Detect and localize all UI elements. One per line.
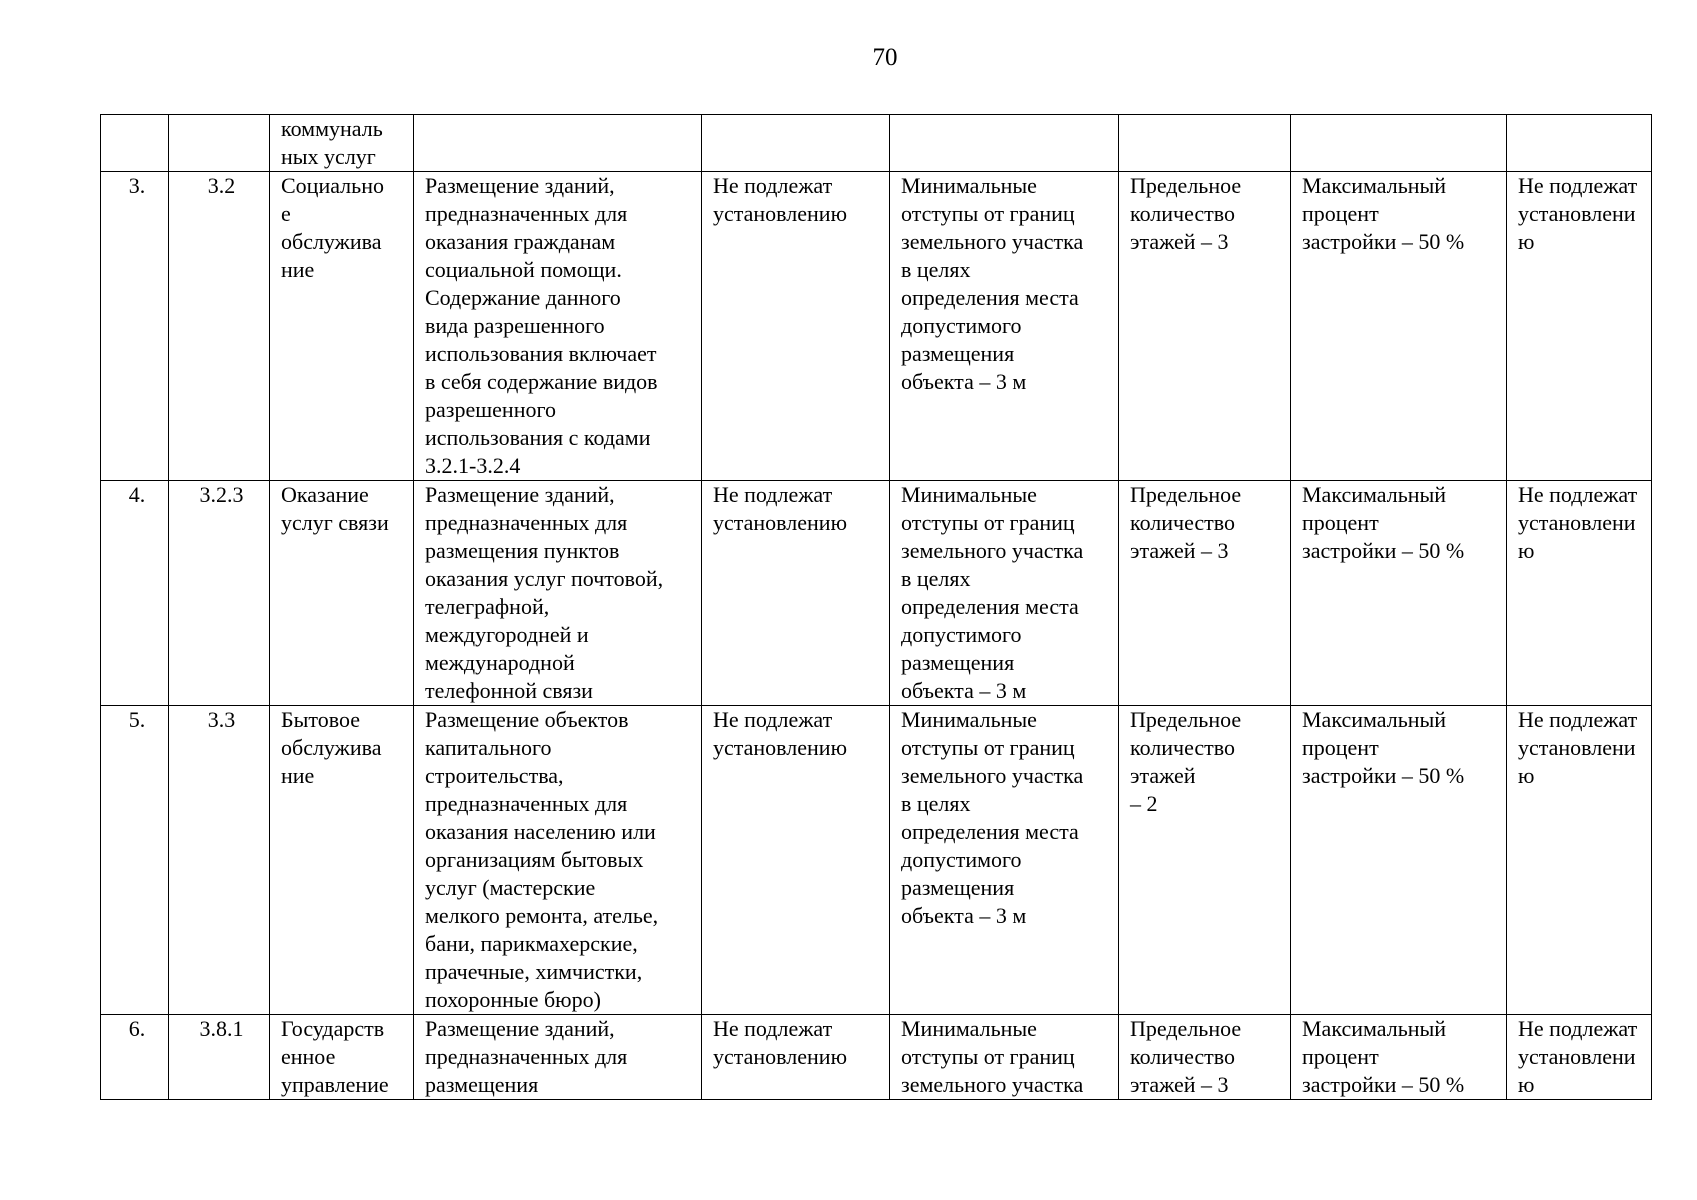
zoning-table [100,114,1652,1100]
cell-coverage-limit [1291,115,1507,172]
table-row [101,172,1652,481]
cell-other-limits: Не подлежат установлени ю [1507,481,1652,706]
cell-coverage-limit: Максимальный процент застройки – 50 % [1291,706,1507,1015]
cell-use-code: 3.3 [169,706,270,1015]
cell-coverage-limit: Максимальный процент застройки – 50 % [1291,172,1507,481]
cell-plot-size-limits: Не подлежат установлению [702,481,890,706]
cell-use-description: Размещение зданий, предназначенных для размещения пунктов оказания услуг почтовой, телеграфной, междугородней и международной телефонной связи [414,481,702,706]
cell-use-code: 3.2 [169,172,270,481]
cell-floors-limit: Предельное количество этажей – 3 [1119,1015,1291,1100]
table-row [101,706,1652,1015]
cell-plot-size-limits: Не подлежат установлению [702,706,890,1015]
cell-coverage-limit: Максимальный процент застройки – 50 % [1291,1015,1507,1100]
cell-use-code: 3.8.1 [169,1015,270,1100]
cell-row-number: 6. [101,1015,169,1100]
cell-use-description [414,115,702,172]
cell-setbacks [890,115,1119,172]
cell-floors-limit: Предельное количество этажей – 3 [1119,172,1291,481]
cell-use-name: Бытовое обслужива ние [270,706,414,1015]
cell-other-limits: Не подлежат установлени ю [1507,706,1652,1015]
cell-use-code [169,115,270,172]
cell-use-description: Размещение объектов капитального строительства, предназначенных для оказания населению или организациям бытовых услуг (мастерские мелкого ремонта, ателье, бани, парикмахерские, прачечные, химчистки, похоронные бюро) [414,706,702,1015]
cell-other-limits [1507,115,1652,172]
cell-setbacks: Минимальные отступы от границ земельного участка в целях определения места допустимого размещения объекта – 3 м [890,481,1119,706]
cell-coverage-limit: Максимальный процент застройки – 50 % [1291,481,1507,706]
cell-use-name: коммуналь ных услуг [270,115,414,172]
cell-row-number [101,115,169,172]
cell-use-code: 3.2.3 [169,481,270,706]
cell-other-limits: Не подлежат установлени ю [1507,172,1652,481]
cell-use-description: Размещение зданий, предназначенных для размещения [414,1015,702,1100]
cell-plot-size-limits: Не подлежат установлению [702,1015,890,1100]
cell-use-description: Размещение зданий, предназначенных для оказания гражданам социальной помощи. Содержание данного вида разрешенного использования включает в себя содержание видов разрешенного использования с кодами 3.2.1-3.2.4 [414,172,702,481]
cell-row-number: 3. [101,172,169,481]
page-number: 70 [872,44,898,71]
cell-setbacks: Минимальные отступы от границ земельного участка в целях определения места допустимого размещения объекта – 3 м [890,706,1119,1015]
cell-plot-size-limits: Не подлежат установлению [702,172,890,481]
table-row [101,1015,1652,1100]
cell-use-name: Социально е обслужива ние [270,172,414,481]
cell-row-number: 5. [101,706,169,1015]
cell-setbacks: Минимальные отступы от границ земельного участка [890,1015,1119,1100]
table-row [101,481,1652,706]
cell-other-limits: Не подлежат установлени ю [1507,1015,1652,1100]
table-row [101,115,1652,172]
cell-plot-size-limits [702,115,890,172]
cell-floors-limit: Предельное количество этажей – 2 [1119,706,1291,1015]
cell-row-number: 4. [101,481,169,706]
cell-floors-limit: Предельное количество этажей – 3 [1119,481,1291,706]
cell-setbacks: Минимальные отступы от границ земельного участка в целях определения места допустимого размещения объекта – 3 м [890,172,1119,481]
cell-use-name: Оказание услуг связи [270,481,414,706]
table-body [101,115,1652,1100]
cell-use-name: Государств енное управление [270,1015,414,1100]
cell-floors-limit [1119,115,1291,172]
